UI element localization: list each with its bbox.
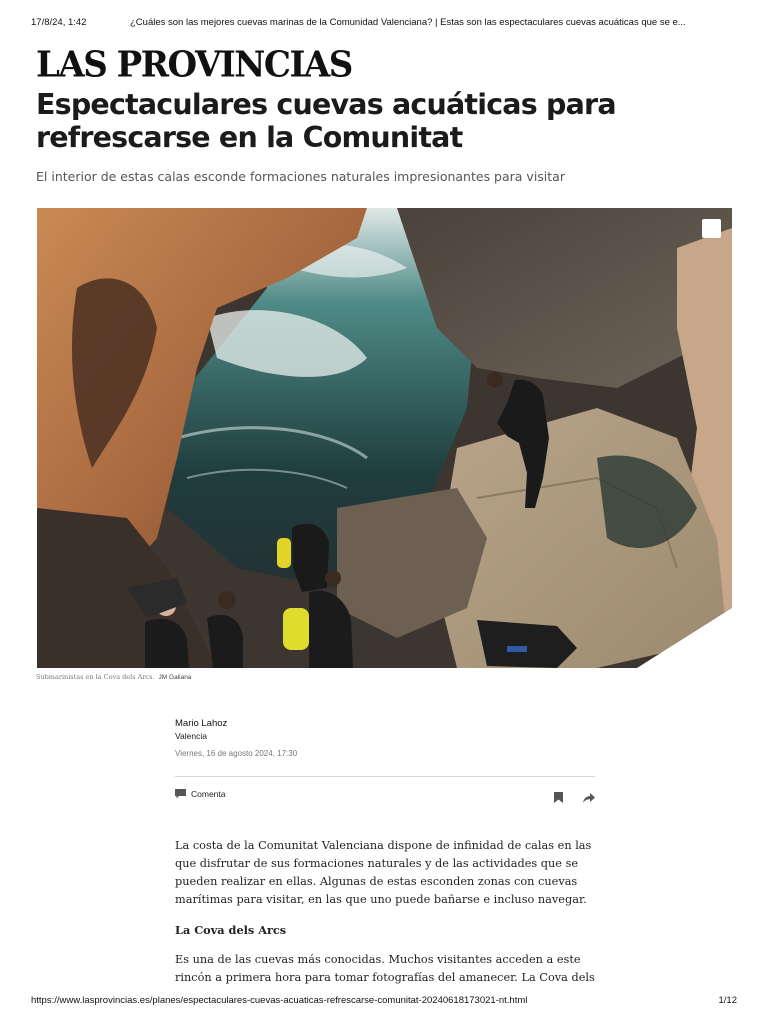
article-photo[interactable] [37, 208, 732, 668]
print-url: https://www.lasprovincias.es/planes/espectaculares-cuevas-acuaticas-refrescarse-comunitat-20240618173021-nt.html [31, 995, 528, 1006]
share-button[interactable] [583, 790, 595, 808]
print-page-title: ¿Cuáles son las mejores cuevas marinas de la Comunidad Valenciana? | Estas son las espectaculares cuevas acuáticas que se e... [130, 17, 686, 28]
cave-photo-illustration [37, 208, 732, 668]
bookmark-button[interactable] [554, 790, 563, 808]
photo-gallery-button[interactable] [702, 219, 721, 238]
author-location: Valencia [175, 731, 207, 741]
comment-label: Comenta [191, 789, 226, 799]
print-datetime: 17/8/24, 1:42 [31, 17, 87, 28]
publish-date: Viernes, 16 de agosto 2024, 17:30 [175, 749, 298, 758]
print-footer [0, 994, 768, 1008]
article-headline: Espectaculares cuevas acuáticas para refrescarse en la Comunitat [36, 88, 616, 154]
article-actions [175, 789, 595, 805]
print-page-number: 1/12 [718, 995, 737, 1006]
bookmark-icon [554, 792, 563, 803]
author-name[interactable]: Mario Lahoz [175, 718, 228, 729]
comment-button[interactable] [175, 789, 226, 799]
site-logo[interactable]: LAS PROVINCIAS [36, 44, 352, 86]
photo-credit: JM Galiana [158, 674, 192, 681]
byline-divider [175, 776, 595, 777]
body-paragraph: Es una de las cuevas más conocidas. Muchos visitantes acceden a este rincón a primera hora para tomar fotografías del amanecer. La Cova dels [175, 953, 595, 984]
article-byline [175, 718, 595, 758]
body-paragraph: La costa de la Comunitat Valenciana dispone de infinidad de calas en las que disfrutar de sus formaciones naturales y de las actividades que se pueden realizar en ellas. Algunas de estas esconden zonas con cuevas marítimas para visitar, en las que uno puede bañarse e incluso navegar. [175, 839, 592, 906]
article-subtitle: El interior de estas calas esconde formaciones naturales impresionantes para visitar [36, 169, 565, 184]
section-heading: La Cova dels Arcs [175, 923, 287, 937]
article-body [175, 837, 600, 999]
share-icon [583, 793, 595, 803]
photo-caption [36, 673, 191, 681]
photo-caption-text: Submarinistas en la Cova dels Arcs. [36, 673, 155, 681]
comment-icon [175, 789, 186, 799]
print-header [0, 14, 768, 30]
